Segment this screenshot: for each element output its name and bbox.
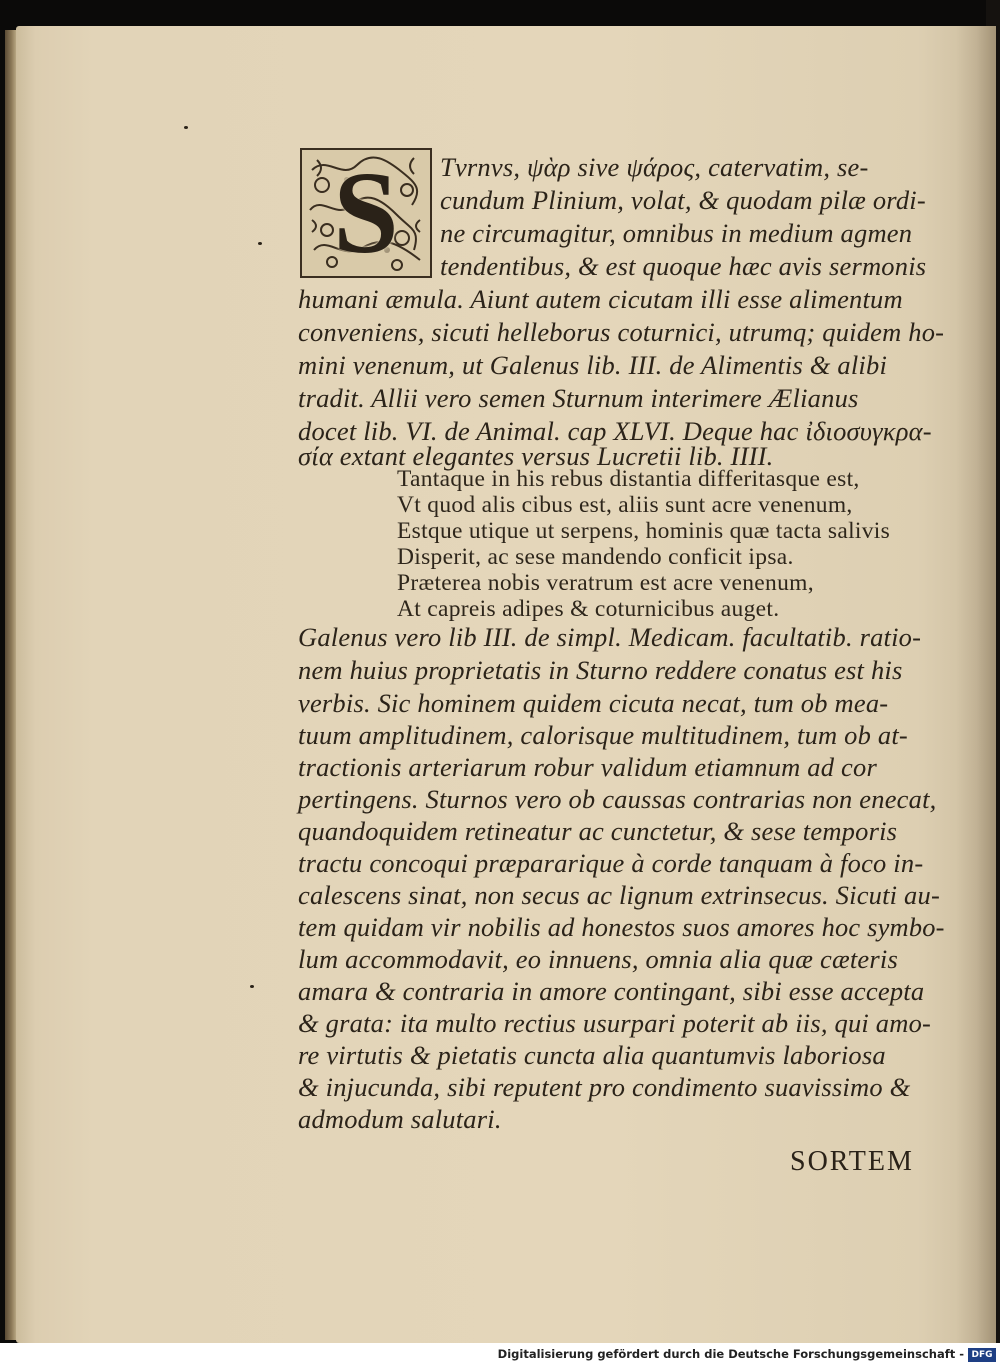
closing-line: tem quidam vir nobilis ad honestos suos amores hoc symbo-	[298, 912, 945, 942]
prose-line: Tvrnvs, ψὰρ sive ψάρος, catervatim, se-	[440, 152, 869, 182]
prose-line: mini venenum, ut Galenus lib. III. de Alimentis & alibi	[298, 350, 888, 380]
initial-letter: S	[333, 147, 399, 278]
closing-line: tuum amplitudinem, calorisque multitudinem, tum ob at-	[298, 720, 908, 750]
closing-line: & injucunda, sibi reputent pro condimento suavissimo &	[298, 1072, 911, 1102]
closing-line: amara & contraria in amore contingant, sibi esse accepta	[298, 976, 925, 1006]
closing-line: & grata: ita multo rectius usurpari poterit ab iis, qui amo-	[298, 1008, 932, 1038]
closing-line: admodum salutari.	[298, 1104, 502, 1134]
dfg-logo: DFG	[968, 1348, 996, 1362]
catchword: SORTEM	[790, 1146, 914, 1177]
page-binding-edge	[5, 30, 16, 1340]
footer-bar	[0, 1343, 1000, 1367]
prose-line: docet lib. VI. de Animal. cap XLVI. Deque hac ἰδιοσυγκρα-	[298, 416, 932, 446]
verse-line: At capreis adipes & coturnicibus auget.	[397, 596, 780, 622]
verse-line: Præterea nobis veratrum est acre venenum,	[397, 570, 814, 596]
prose-line: tendentibus, & est quoque hæc avis sermonis	[440, 251, 927, 281]
closing-line: pertingens. Sturnos vero ob caussas contrarias non enecat,	[298, 784, 937, 814]
ink-speck	[184, 126, 188, 129]
closing-line: lum accommodavit, eo innuens, omnia alia quæ cæteris	[298, 944, 898, 974]
prose-line: cundum Plinium, volat, & quodam pilæ ordi-	[440, 185, 926, 215]
ink-speck	[250, 985, 254, 988]
prose-line: ne circumagitur, omnibus in medium agmen	[440, 218, 913, 248]
verse-line: Vt quod alis cibus est, aliis sunt acre venenum,	[397, 492, 853, 518]
closing-line: nem huius proprietatis in Sturno reddere conatus est his	[298, 655, 903, 685]
prose-line: conveniens, sicuti helleborus coturnici, utrumq; quidem ho-	[298, 317, 945, 347]
ink-speck	[258, 242, 262, 245]
verse-line: Disperit, ac sese mandendo conficit ipsa.	[397, 544, 794, 570]
closing-line: verbis. Sic hominem quidem cicuta necat, tum ob mea-	[298, 688, 889, 718]
closing-line: tractionis arteriarum robur validum etiamnum ad cor	[298, 752, 877, 782]
closing-line: Galenus vero lib III. de simpl. Medicam. facultatib. ratio-	[298, 622, 922, 652]
closing-line: re virtutis & pietatis cuncta alia quantumvis laboriosa	[298, 1040, 886, 1070]
footer-credit: Digitalisierung gefördert durch die Deutsche Forschungsgemeinschaft -	[497, 1347, 964, 1361]
verse-line: Estque utique ut serpens, hominis quæ tacta salivis	[397, 518, 891, 544]
prose-line: σία extant elegantes versus Lucretii lib. IIII.	[298, 441, 774, 471]
verse-line: Tantaque in his rebus distantia differitasque est,	[397, 466, 860, 492]
closing-line: calescens sinat, non secus ac lignum extrinsecus. Sicuti au-	[298, 880, 940, 910]
prose-line: tradit. Allii vero semen Sturnum interimere Ælianus	[298, 383, 859, 413]
closing-line: quandoquidem retineatur ac cunctetur, & sese temporis	[298, 816, 898, 846]
decorated-initial	[300, 148, 432, 278]
prose-line: humani æmula. Aiunt autem cicutam illi esse alimentum	[298, 284, 903, 314]
closing-line: tractu concoqui prӕpararique à corde tanquam à foco in-	[298, 848, 924, 878]
